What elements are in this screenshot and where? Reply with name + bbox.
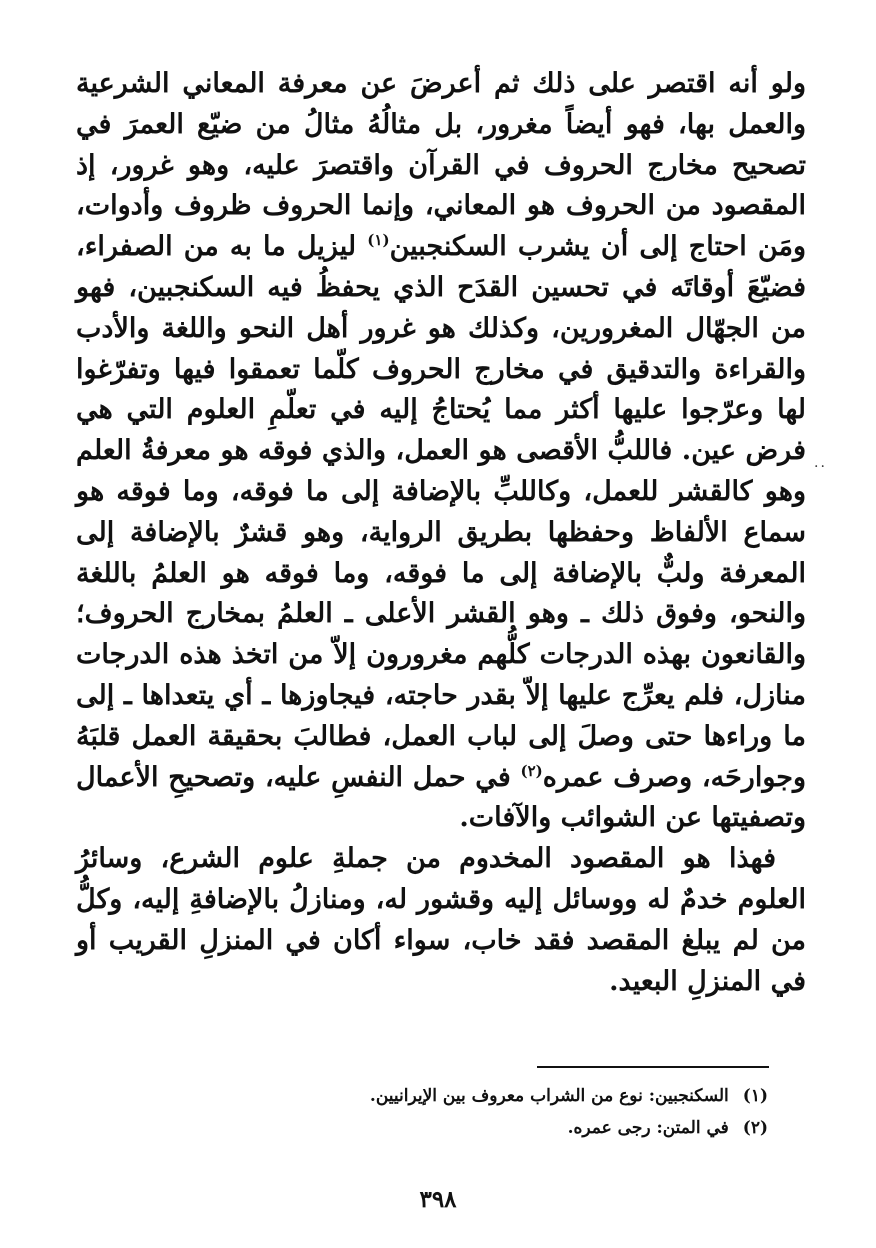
footnote-separator xyxy=(537,1066,769,1068)
footnotes xyxy=(76,1080,768,1144)
footnote-ref-1: (١) xyxy=(367,231,390,250)
paragraph-1-text-c: في حمل النفسِ عليه، وتصحيحِ الأعمال وتصفيتها عن الشوائب والآفات. xyxy=(76,761,806,834)
footnote-2 xyxy=(76,1112,768,1144)
paragraph-1 xyxy=(76,64,806,839)
paragraph-2: فهذا هو المقصود المخدوم من جملةِ علوم الشرع، وسائرُ العلوم خدمٌ له ووسائل إليه وقشور له، ومنازلُ بالإضافةِ إليه، وكلُّ من لم يبلغ المقصد فقد خاب، سواء أكان في المنزلِ القريب أو في المنزلِ البعيد. xyxy=(76,843,806,997)
page-number: ٣٩٨ xyxy=(419,1186,457,1213)
main-text xyxy=(76,64,806,1002)
footnote-1-number: (١) xyxy=(742,1086,768,1106)
paragraph-1-text-b: ليزيل ما به من الصفراء، فضيّعَ أوقاتَه في تحسين القدَح الذي يحفظُ فيه السكنجبين، فهو من الجهّال المغرورين، وكذلك هو غرور أهل النحو واللغة والأدب والقراءة والتدقيق في مخارج الحروف كلّما تعمقوا فيها وتفرّغوا لها وعرّجوا عليها أكثر مما يُحتاجُ إليه في تعلّمِ العلوم التي هي فرض عين. فاللبُّ الأقصى هو العمل، والذي فوقه هو معرفةُ العلم وهو كالقشر للعمل، وكاللبِّ بالإضافة إلى ما فوقه، وما فوقه هو سماع الألفاظ وحفظها بطريق الرواية، وهو قشرٌ بالإضافة إلى المعرفة ولبٌّ بالإضافة إلى ما فوقه، وما فوقه هو العلمُ باللغة والنحو، وفوق ذلك ـ وهو القشر الأعلى ـ العلمُ بمخارج الحروف؛ والقانعون بهذه الدرجات كلُّهم مغرورون إلاّ من اتخذ هذه الدرجات منازل، فلم يعرِّج عليها إلاّ بقدر حاجته، فيجاوزها ـ أي يتعداها ـ إلى ما وراءها حتى وصلَ إلى لباب العمل، فطالبَ بحقيقة العمل قلبَهُ وجوارحَه، وصرف عمره xyxy=(76,231,806,793)
paragraph-1-text-a: ولو أنه اقتصر على ذلك ثم أعرضَ عن معرفة المعاني الشرعية والعمل بها، فهو أيضاً مغرور، بل مثالُهُ مثالُ من ضيّع العمرَ في تصحيح مخارج الحروف في القرآن واقتصرَ عليه، وهو غرور، إذ المقصود من الحروف هو المعاني، وإنما الحروف ظروف وأدوات، ومَن احتاج إلى أن يشرب السكنجبين xyxy=(76,68,806,263)
footnote-1-text: السكنجبين: نوع من الشراب معروف بين الإيرانيين. xyxy=(369,1086,729,1106)
margin-mark: .. xyxy=(814,455,827,471)
footnote-2-number: (٢) xyxy=(742,1118,768,1138)
footnote-ref-2: (٢) xyxy=(520,761,543,780)
footnote-1 xyxy=(76,1080,768,1112)
footnote-2-text: في المتن: رجى عمره. xyxy=(567,1118,729,1138)
